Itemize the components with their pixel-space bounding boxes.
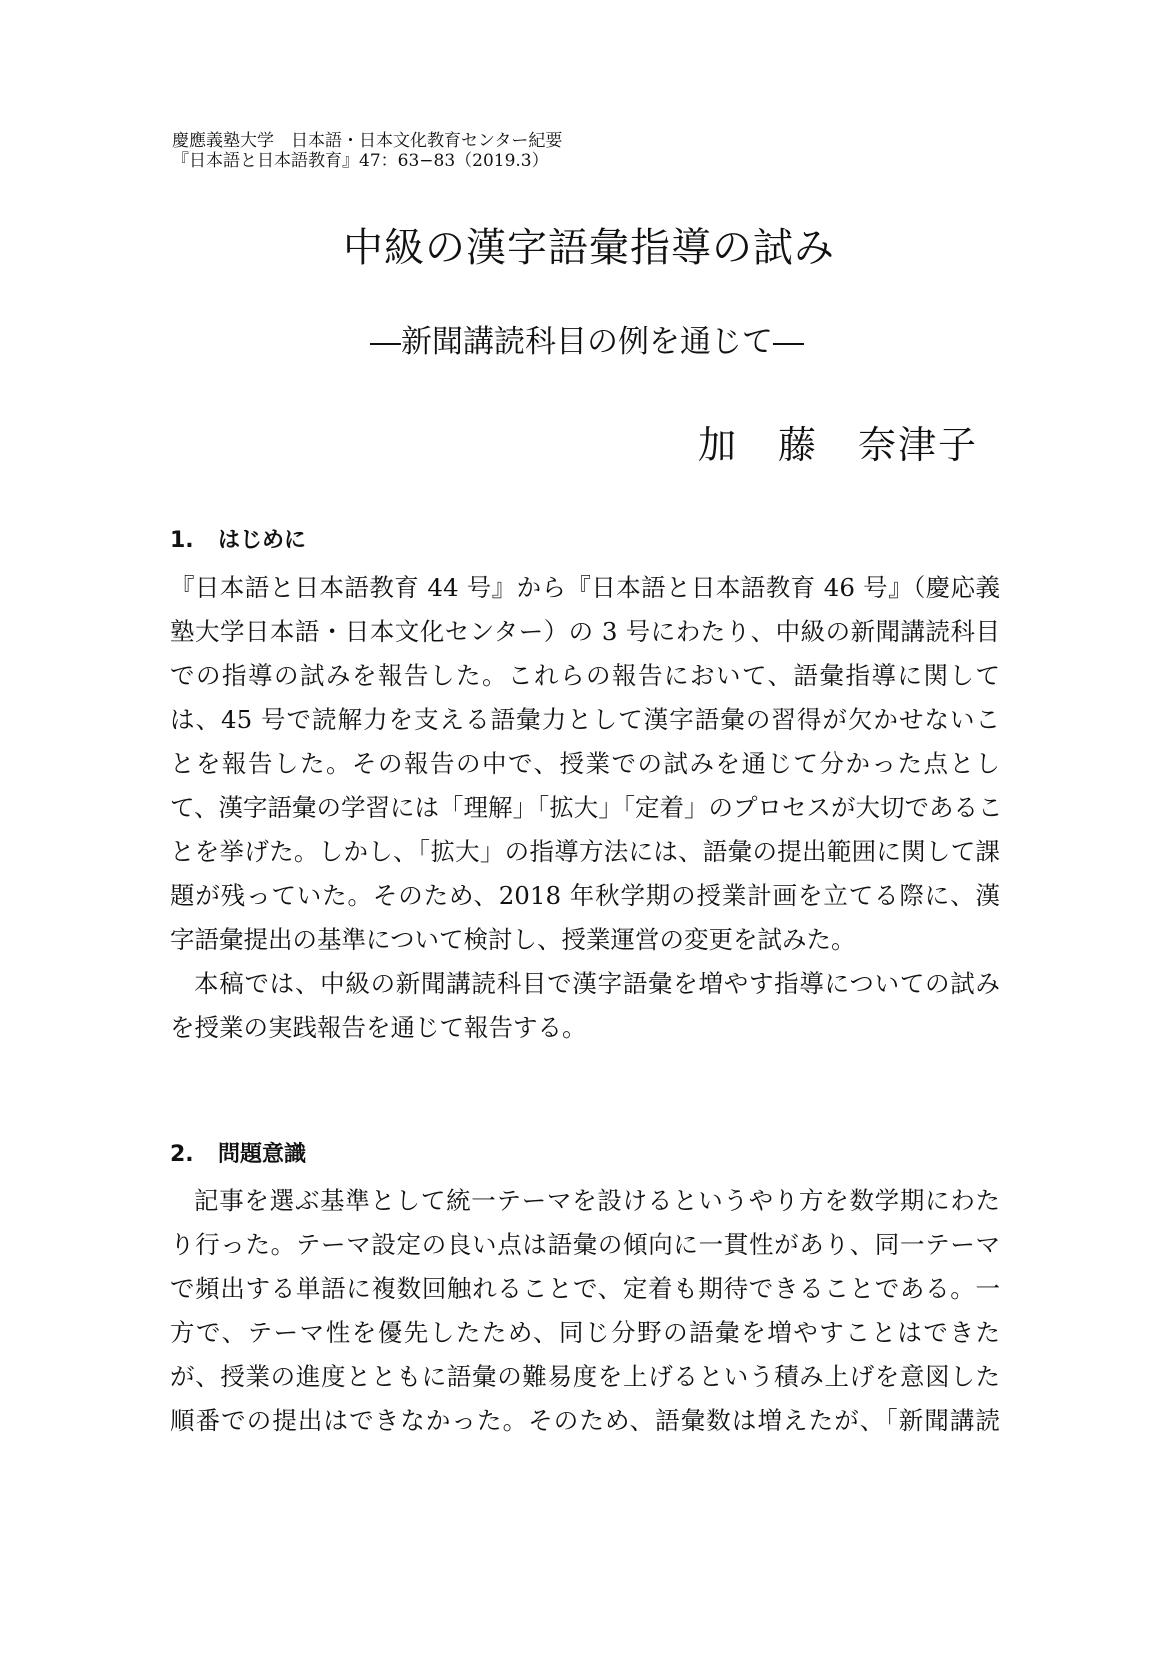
text-line: を授業の実践報告を通じて報告する。 [170,1013,587,1042]
journal-name: 慶應義塾大学 日本語・日本文化教育センター紀要 [172,131,563,151]
section-title: 問題意識 [218,1142,307,1167]
section-heading-introduction [170,526,306,556]
text-line: での指導の試みを報告した。これらの報告において、語彙指導に関して [170,661,1000,690]
text-line: は、45 号で読解力を支える語彙力として漢字語彙の習得が欠かせないこ [170,705,1000,734]
text-line: 方で、テーマ性を優先したため、同じ分野の語彙を増やすことはできた [170,1318,1000,1347]
text-line: 題が残っていた。そのため、2018 年秋学期の授業計画を立てる際に、漢 [170,881,1000,910]
text-line: て、漢字語彙の学習には「理解」「拡大」「定着」のプロセスが大切であるこ [170,793,1003,822]
paper-subtitle: ―新聞講読科目の例を通じて― [370,324,804,360]
section-number: 2. [170,1142,194,1167]
text-line: が、授業の進度とともに語彙の難易度を上げるという積み上げを意図した [170,1362,1000,1391]
author-name: 加 藤 奈津子 [697,423,978,467]
section-title: はじめに [218,528,307,553]
text-line: 本稿では、中級の新聞講読科目で漢字語彙を増やす指導についての試み [194,969,1000,998]
text-line: 記事を選ぶ基準として統一テーマを設けるというやり方を数学期にわた [194,1186,1000,1215]
text-line: 塾大学日本語・日本文化センター）の 3 号にわたり、中級の新聞講読科目 [170,617,1000,646]
text-line: 字語彙提出の基準について検討し、授業運営の変更を試みた。 [170,925,856,954]
paragraph [170,962,1000,1050]
paper-title: 中級の漢字語彙指導の試み [343,225,835,271]
text-line: で頻出する単語に複数回触れることで、定着も期待できることである。一 [170,1274,1000,1303]
section-heading-problem [170,1140,306,1170]
text-line: 『日本語と日本語教育 44 号』から『日本語と日本語教育 46 号』（慶応義 [170,573,1000,602]
journal-issue: 『日本語と日本語教育』47：63−83（2019.3） [172,151,549,171]
journal-header [172,131,562,171]
paragraph [170,566,1003,962]
text-line: り行った。テーマ設定の良い点は語彙の傾向に一貫性があり、同一テーマ [170,1230,1000,1259]
section-number: 1. [170,528,194,553]
paragraph [170,1179,1000,1443]
text-line: とを挙げた。しかし、「拡大」の指導方法には、語彙の提出範囲に関して課 [170,837,1000,866]
text-line: とを報告した。その報告の中で、授業での試みを通じて分かった点とし [170,749,1000,778]
text-line: 順番での提出はできなかった。そのため、語彙数は増えたが、「新聞講読 [170,1406,1000,1435]
